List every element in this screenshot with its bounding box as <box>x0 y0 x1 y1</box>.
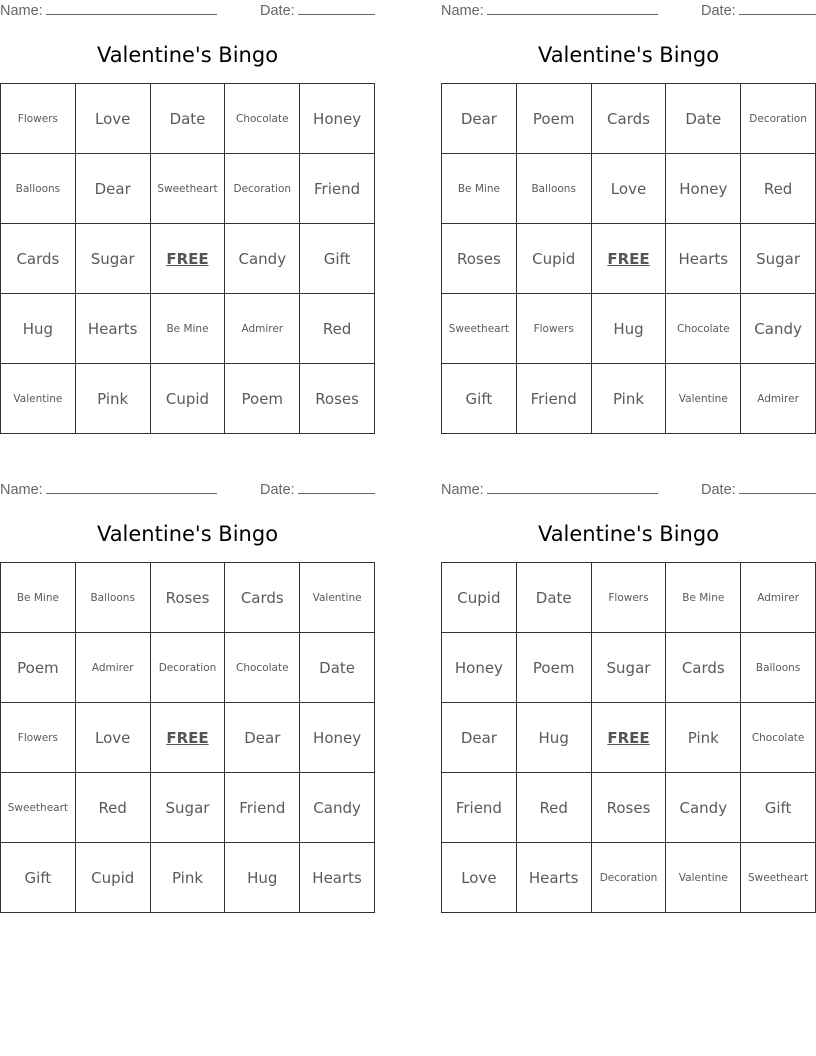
bingo-cell: Cards <box>1 224 76 294</box>
bingo-cell: Poem <box>1 633 76 703</box>
bingo-cell: Balloons <box>741 633 816 703</box>
bingo-cell: Sweetheart <box>151 154 226 224</box>
bingo-row <box>1 224 375 294</box>
bingo-row <box>442 364 816 434</box>
bingo-card <box>441 479 816 913</box>
bingo-cell: Friend <box>300 154 375 224</box>
name-blank-line <box>46 2 217 15</box>
bingo-grid <box>0 83 375 434</box>
bingo-cell: Admirer <box>225 294 300 364</box>
card-title: Valentine's Bingo <box>537 522 720 546</box>
bingo-cell: Honey <box>666 154 741 224</box>
bingo-cell: Cupid <box>517 224 592 294</box>
bingo-cell: Cards <box>225 563 300 633</box>
bingo-grid <box>441 562 816 913</box>
bingo-cell: Honey <box>442 633 517 703</box>
bingo-cell: Honey <box>300 703 375 773</box>
bingo-grid <box>0 562 375 913</box>
name-blank-line <box>46 481 217 494</box>
bingo-cell: Flowers <box>1 84 76 154</box>
date-field <box>260 481 375 499</box>
bingo-cell: Flowers <box>1 703 76 773</box>
bingo-cell: Be Mine <box>442 154 517 224</box>
name-label: Name: <box>0 482 43 498</box>
bingo-row <box>1 84 375 154</box>
bingo-cell: Decoration <box>151 633 226 703</box>
bingo-cell: Poem <box>517 633 592 703</box>
bingo-cell: Friend <box>442 773 517 843</box>
bingo-row <box>442 633 816 703</box>
bingo-cell: Chocolate <box>225 633 300 703</box>
card-title: Valentine's Bingo <box>96 522 279 546</box>
bingo-cell: Cards <box>666 633 741 703</box>
bingo-row <box>1 154 375 224</box>
bingo-row <box>442 703 816 773</box>
name-field <box>0 2 217 20</box>
bingo-cell: Hug <box>517 703 592 773</box>
bingo-row <box>442 154 816 224</box>
bingo-cell: Admirer <box>76 633 151 703</box>
bingo-cell: Cupid <box>76 843 151 913</box>
bingo-cell: Roses <box>151 563 226 633</box>
bingo-cell: Decoration <box>592 843 667 913</box>
bingo-cell: Admirer <box>741 364 816 434</box>
date-label: Date: <box>260 482 295 498</box>
date-blank-line <box>739 2 816 15</box>
bingo-cell: Gift <box>300 224 375 294</box>
bingo-cell: Poem <box>225 364 300 434</box>
date-blank-line <box>298 481 375 494</box>
bingo-cell: Sweetheart <box>442 294 517 364</box>
bingo-row <box>442 843 816 913</box>
bingo-cell: Balloons <box>1 154 76 224</box>
bingo-cell: Hearts <box>666 224 741 294</box>
date-field <box>701 2 816 20</box>
bingo-row <box>1 633 375 703</box>
date-field <box>701 481 816 499</box>
bingo-cell: Sweetheart <box>1 773 76 843</box>
bingo-cell: Gift <box>1 843 76 913</box>
date-label: Date: <box>701 3 736 19</box>
bingo-cell: Red <box>517 773 592 843</box>
bingo-row <box>1 294 375 364</box>
date-blank-line <box>298 2 375 15</box>
bingo-cell: Sugar <box>592 633 667 703</box>
bingo-cell: Candy <box>741 294 816 364</box>
bingo-card <box>0 0 375 434</box>
bingo-cell: Roses <box>442 224 517 294</box>
bingo-cell: Cupid <box>442 563 517 633</box>
bingo-cell: Flowers <box>592 563 667 633</box>
date-blank-line <box>739 481 816 494</box>
bingo-cell: Date <box>666 84 741 154</box>
bingo-cell: Friend <box>225 773 300 843</box>
bingo-cell: Honey <box>300 84 375 154</box>
bingo-cell: Dear <box>442 703 517 773</box>
bingo-cell: Hearts <box>76 294 151 364</box>
bingo-cell: Gift <box>741 773 816 843</box>
name-label: Name: <box>0 3 43 19</box>
bingo-cell: Candy <box>225 224 300 294</box>
bingo-cell: Red <box>76 773 151 843</box>
bingo-cell: Pink <box>592 364 667 434</box>
bingo-cell: Love <box>76 703 151 773</box>
name-field <box>441 2 658 20</box>
bingo-cell: Sugar <box>151 773 226 843</box>
bingo-cell: Dear <box>76 154 151 224</box>
bingo-cell: Poem <box>517 84 592 154</box>
bingo-card <box>441 0 816 434</box>
name-label: Name: <box>441 3 484 19</box>
bingo-cell: Love <box>76 84 151 154</box>
bingo-cell: Date <box>300 633 375 703</box>
bingo-cell: Hug <box>225 843 300 913</box>
bingo-row <box>442 773 816 843</box>
bingo-row <box>1 703 375 773</box>
bingo-cell: Dear <box>442 84 517 154</box>
bingo-cell: Date <box>517 563 592 633</box>
bingo-cell: Pink <box>666 703 741 773</box>
bingo-cell: Admirer <box>741 563 816 633</box>
date-label: Date: <box>260 3 295 19</box>
free-space-cell: FREE <box>592 703 667 773</box>
bingo-cell: Love <box>442 843 517 913</box>
bingo-cell: Gift <box>442 364 517 434</box>
bingo-cell: Sugar <box>76 224 151 294</box>
bingo-cell: Decoration <box>225 154 300 224</box>
bingo-cell: Hearts <box>300 843 375 913</box>
bingo-grid <box>441 83 816 434</box>
bingo-cell: Red <box>300 294 375 364</box>
bingo-cell: Hearts <box>517 843 592 913</box>
bingo-row <box>1 364 375 434</box>
bingo-cell: Cards <box>592 84 667 154</box>
bingo-cell: Sugar <box>741 224 816 294</box>
bingo-cell: Roses <box>300 364 375 434</box>
bingo-cell: Be Mine <box>666 563 741 633</box>
bingo-cell: Friend <box>517 364 592 434</box>
bingo-cell: Chocolate <box>741 703 816 773</box>
bingo-cell: Dear <box>225 703 300 773</box>
name-field <box>0 481 217 499</box>
bingo-cell: Pink <box>76 364 151 434</box>
bingo-cell: Cupid <box>151 364 226 434</box>
bingo-cell: Date <box>151 84 226 154</box>
bingo-cell: Valentine <box>666 843 741 913</box>
bingo-row <box>442 224 816 294</box>
bingo-cell: Valentine <box>1 364 76 434</box>
bingo-cell: Red <box>741 154 816 224</box>
bingo-cell: Balloons <box>517 154 592 224</box>
name-blank-line <box>487 2 658 15</box>
bingo-cell: Love <box>592 154 667 224</box>
bingo-row <box>1 773 375 843</box>
bingo-cell: Chocolate <box>666 294 741 364</box>
bingo-cell: Candy <box>666 773 741 843</box>
bingo-card <box>0 479 375 913</box>
bingo-cell: Decoration <box>741 84 816 154</box>
card-title: Valentine's Bingo <box>537 43 720 67</box>
name-label: Name: <box>441 482 484 498</box>
name-field <box>441 481 658 499</box>
bingo-cell: Valentine <box>666 364 741 434</box>
free-space-cell: FREE <box>151 224 226 294</box>
bingo-cell: Be Mine <box>151 294 226 364</box>
bingo-row <box>442 84 816 154</box>
date-label: Date: <box>701 482 736 498</box>
bingo-cell: Balloons <box>76 563 151 633</box>
bingo-cell: Valentine <box>300 563 375 633</box>
bingo-cell: Be Mine <box>1 563 76 633</box>
bingo-row <box>1 843 375 913</box>
bingo-cell: Flowers <box>517 294 592 364</box>
free-space-cell: FREE <box>151 703 226 773</box>
bingo-cell: Hug <box>1 294 76 364</box>
bingo-cell: Chocolate <box>225 84 300 154</box>
bingo-cell: Sweetheart <box>741 843 816 913</box>
bingo-cell: Pink <box>151 843 226 913</box>
bingo-row <box>1 563 375 633</box>
free-space-cell: FREE <box>592 224 667 294</box>
card-title: Valentine's Bingo <box>96 43 279 67</box>
date-field <box>260 2 375 20</box>
bingo-cell: Candy <box>300 773 375 843</box>
bingo-row <box>442 563 816 633</box>
bingo-cell: Roses <box>592 773 667 843</box>
bingo-cell: Hug <box>592 294 667 364</box>
bingo-row <box>442 294 816 364</box>
name-blank-line <box>487 481 658 494</box>
